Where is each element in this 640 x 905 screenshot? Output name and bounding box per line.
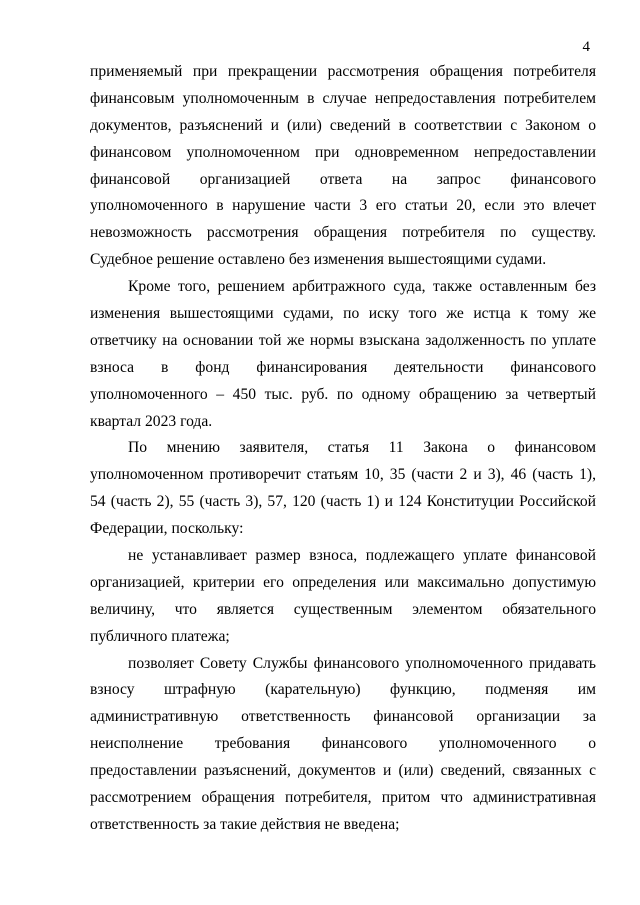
text-line: взноса в фонд финансирования деятельности финансового [90, 358, 596, 376]
text-line: Федерации, поскольку: [90, 520, 244, 538]
text-line: финансовой организацией ответа на запрос финансового [90, 170, 596, 188]
paragraph-5 [90, 651, 596, 839]
text-line: публичного платежа; [90, 627, 230, 645]
text-line: ответчику на основании той же нормы взыскана задолженность по уплате [90, 331, 596, 349]
document-body [90, 59, 596, 839]
text-line: документов, разъяснений и (или) сведений в соответствии с Законом о [90, 116, 596, 134]
text-line: уполномоченного – 450 тыс. руб. по одному обращению за четвертый [90, 385, 596, 403]
text-line: не устанавливает размер взноса, подлежащего уплате финансовой [128, 547, 596, 565]
text-line: ответственность за такие действия не введена; [90, 815, 400, 833]
text-line: взносу штрафную (карательную) функцию, подменяя им [90, 681, 596, 699]
text-line: невозможность рассмотрения обращения потребителя по существу. [90, 224, 596, 242]
text-line: По мнению заявителя, статья 11 Закона о финансовом [128, 439, 596, 457]
text-line: применяемый при прекращении рассмотрения обращения потребителя [90, 63, 596, 80]
text-line: 54 (часть 2), 55 (часть 3), 57, 120 (часть 1) и 124 Конституции Российской [90, 493, 596, 511]
text-line: финансовом уполномоченном при одновременном непредоставлении [90, 143, 596, 161]
paragraph-2 [90, 274, 596, 435]
text-line: неисполнение требования финансового уполномоченного о [90, 735, 596, 753]
text-line: уполномоченном противоречит статьям 10, 35 (части 2 и 3), 46 (часть 1), [90, 466, 596, 484]
text-line: позволяет Совету Службы финансового уполномоченного придавать [128, 654, 596, 672]
text-line: финансовым уполномоченным в случае непредоставления потребителем [90, 89, 596, 107]
text-line: величину, что является существенным элементом обязательного [90, 600, 596, 618]
text-line: Кроме того, решением арбитражного суда, также оставленным без [128, 278, 596, 296]
text-line: рассмотрением обращения потребителя, притом что административная [90, 789, 596, 807]
text-line: уполномоченного в нарушение части 3 его статьи 20, если это влечет [90, 197, 596, 215]
paragraph-4 [90, 543, 596, 651]
text-line: предоставлении разъяснений, документов и (или) сведений, связанных с [90, 762, 596, 780]
paragraph-1 [90, 59, 596, 274]
text-line: Судебное решение оставлено без изменения вышестоящими судами. [90, 251, 547, 269]
paragraph-3 [90, 435, 596, 543]
text-line: административную ответственность финансовой организации за [90, 708, 596, 726]
page-number: 4 [582, 39, 590, 55]
text-line: изменения вышестоящими судами, по иску того же истца к тому же [90, 305, 596, 323]
text-line: организацией, критерии его определения или максимально допустимую [90, 573, 596, 591]
text-line: квартал 2023 года. [90, 412, 213, 430]
